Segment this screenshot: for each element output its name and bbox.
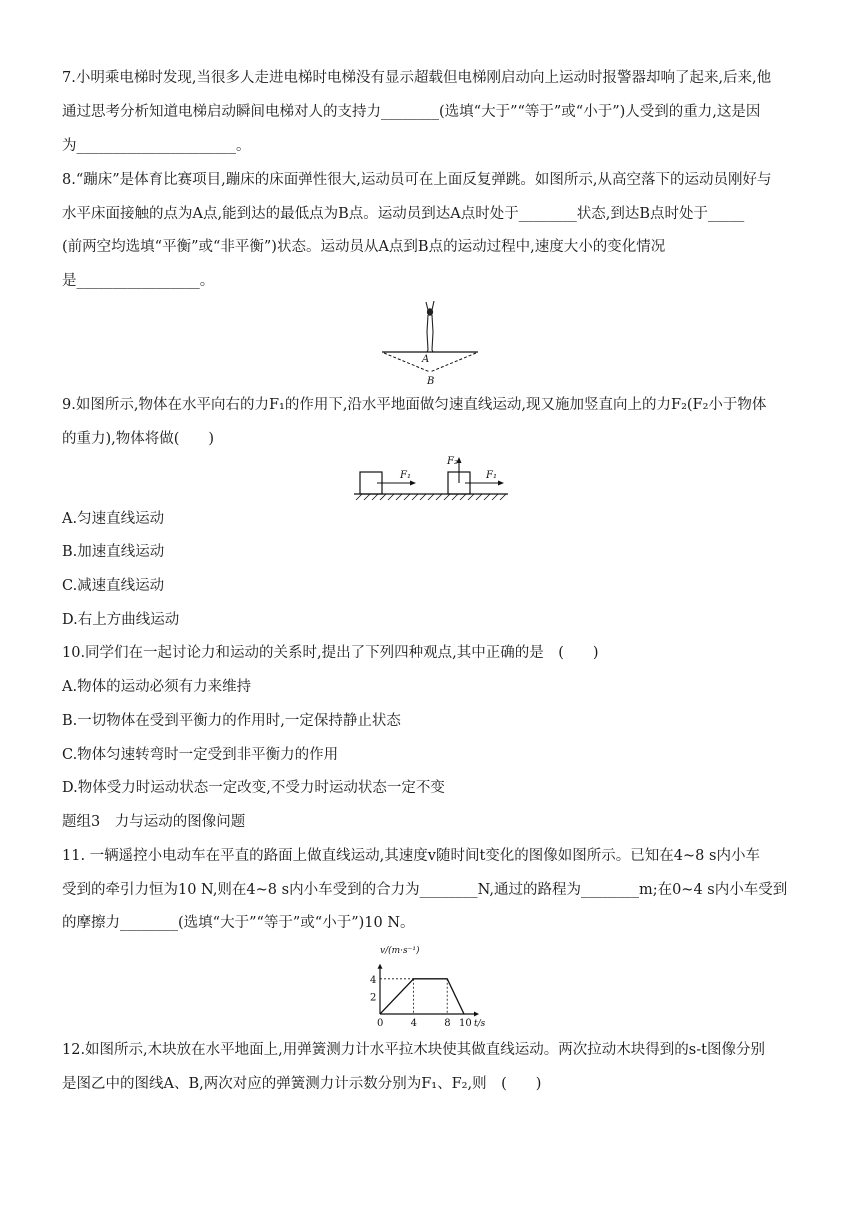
trampoline-figure [378,300,482,388]
y-axis-arrow [378,964,383,969]
point-a-label: A [422,354,430,365]
q10-option-d: D.物体受力时运动状态一定改变,不受力时运动状态一定不变 [62,780,445,796]
q7-line-3: 为______________________。 [62,138,251,154]
velocity-time-chart [352,940,502,1030]
chart-ticks [370,975,472,1029]
trampoline-right-dashed [430,353,476,372]
chart-x-axis-label: t/s [474,1019,486,1029]
q7-line-2: 通过思考分析知道电梯启动瞬间电梯对人的支持力________(选填“大于”“等于”或“小于”)人受到的重力,这是因 [62,104,761,120]
q11-line-2: 受到的牵引力恒为10 N,则在4~8 s内小车受到的合力为________N,通过的路程为________m;在0~4 s内小车受到 [62,882,788,898]
q11-line-1: 11. 一辆遥控小电动车在平直的路面上做直线运动,其速度v随时间t变化的图像如图所示。已知在4~8 s内小车 [62,848,760,864]
x-tick-label: 8 [444,1018,451,1029]
q12-line-1: 12.如图所示,木块放在水平地面上,用弹簧测力计水平拉木块使其做直线运动。两次拉动木块得到的s-t图像分别 [62,1042,765,1058]
point-b-label: B [427,376,435,387]
q7-line-1: 7.小明乘电梯时发现,当很多人走进电梯时电梯没有显示超载但电梯刚启动向上运动时报警器却响了起来,后来,他 [62,70,772,86]
y-tick-label: 2 [370,992,377,1004]
q8-line-2: 水平床面接触的点为A点,能到达的最低点为B点。运动员到达A点时处于________状态,到达B点时处于_____ [62,206,745,222]
q9-line-2: 的重力),物体将做( ) [62,431,215,447]
block-force-figure [350,452,512,502]
left-f1-label: F₁ [400,470,411,481]
v-t-series-line [380,979,464,1014]
group3-heading: 题组3 力与运动的图像问题 [62,814,246,830]
chart-axes [378,964,480,1017]
q12-line-2: 是图乙中的图线A、B,两次对应的弹簧测力计示数分别为F₁、F₂,则 ( ) [62,1076,542,1092]
f2-label: F₂ [447,456,458,467]
x-tick-label: 10 [459,1018,472,1029]
q8-line-4: 是_________________。 [62,273,215,289]
q8-line-3: (前两空均选填“平衡”或“非平衡”)状态。运动员从A点到B点的运动过程中,速度大小的变化情况 [62,239,666,255]
q11-line-3: 的摩擦力________(选填“大于”“等于”或“小于”)10 N。 [62,915,415,931]
q10-line-1: 10.同学们在一起讨论力和运动的关系时,提出了下列四种观点,其中正确的是 ( ) [62,645,599,661]
q9-option-d: D.右上方曲线运动 [62,612,180,628]
chart-series [380,979,464,1014]
ground-hatching [356,494,506,500]
q9-option-a: A.匀速直线运动 [62,511,165,527]
q10-option-c: C.物体匀速转弯时一定受到非平衡力的作用 [62,747,339,763]
q9-option-b: B.加速直线运动 [62,544,165,560]
q10-option-b: B.一切物体在受到平衡力的作用时,一定保持静止状态 [62,713,401,729]
q9-option-c: C.减速直线运动 [62,578,165,594]
x-tick-label: 4 [410,1018,417,1029]
q8-line-1: 8.“蹦床”是体育比赛项目,蹦床的床面弹性很大,运动员可在上面反复弹跳。如图所示,从高空落下的运动员刚好与 [62,172,772,188]
y-tick-label: 4 [370,974,377,986]
x-tick-label: 0 [377,1018,384,1029]
athlete-figure [426,301,434,352]
chart-y-axis-label: v/(m·s⁻¹) [380,946,420,956]
right-f1-label: F₁ [486,470,497,481]
q10-option-a: A.物体的运动必须有力来维持 [62,679,252,695]
x-axis-arrow [474,1012,479,1017]
q9-line-1: 9.如图所示,物体在水平向右的力F₁的作用下,沿水平地面做匀速直线运动,现又施加竖直向上的力F₂(F₂小于物体 [62,397,767,413]
